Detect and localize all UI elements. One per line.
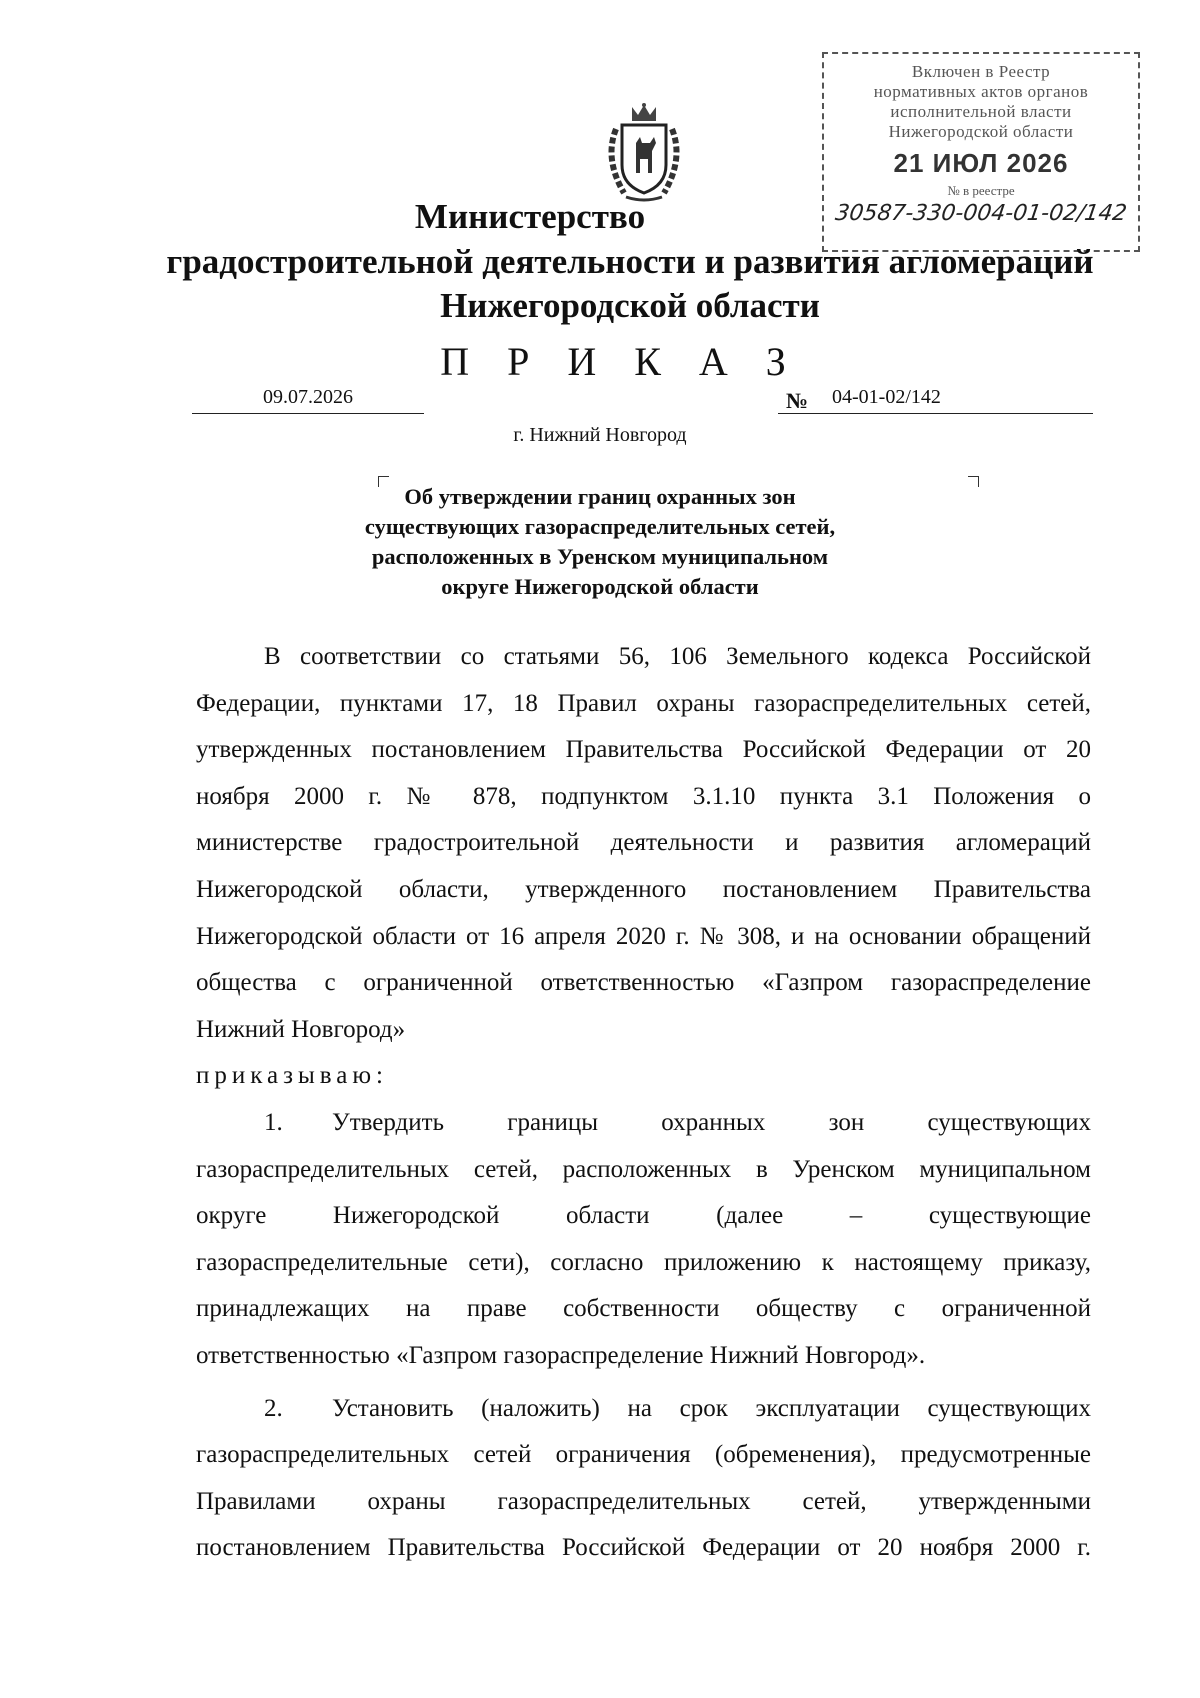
preamble-line: утвержденных постановлением Правительства Российской Федерации от 20 [196, 736, 1091, 764]
item-line: Утвердить границы охранных зон существующих [332, 1108, 1091, 1136]
stamp-line-4: Нижегородской области [888, 122, 1074, 141]
order-title [330, 482, 870, 602]
item-line: постановлением Правительства Российской Федерации от 20 ноября 2000 г. [196, 1534, 1091, 1562]
item-line: Правилами охраны газораспределительных сетей, утвержденными [196, 1487, 1091, 1515]
ministry-name-line-2: градостроительной деятельности и развития агломераций [166, 242, 1094, 281]
preamble-line: Федерации, пунктами 17, 18 Правил охраны газораспределительных сетей, [196, 689, 1091, 717]
order-city: г. Нижний Новгород [513, 424, 687, 446]
item-line: газораспределительных сетей ограничения (обременения), предусмотренные [196, 1441, 1091, 1469]
preamble-line: Нижегородской области от 16 апреля 2020 г. № 308, и на основании обращений [196, 922, 1091, 950]
coat-of-arms-icon [598, 103, 690, 205]
stamp-line-1: Включен в Реестр [911, 62, 1051, 81]
item-line: округе Нижегородской области (далее – существующие [196, 1202, 1091, 1230]
title-corner-right [968, 476, 979, 487]
stamp-line-2: нормативных актов органов [873, 82, 1089, 101]
stamp-line-3: исполнительной власти [890, 102, 1072, 121]
stamp-reg-label: № в реестре [947, 183, 1015, 198]
order-item-2 [196, 1386, 1091, 1572]
ministry-name-line-1: Министерство [414, 197, 646, 236]
preamble-line: министерстве градостроительной деятельности и развития агломераций [196, 829, 1091, 857]
preamble-line: ноября 2000 г. № 878, подпунктом 3.1.10 пункта 3.1 Положения о [196, 782, 1091, 810]
order-number-label: № [786, 388, 809, 413]
item-number: 2. [264, 1394, 283, 1422]
preamble-line: В соответствии со статьями 56, 106 Земельного кодекса Российской [264, 643, 1091, 670]
order-body [196, 634, 1091, 1572]
item-line: газораспределительных сетей, расположенных в Уренском муниципальном [196, 1155, 1091, 1183]
order-word: приказываю: [196, 1062, 388, 1090]
preamble [196, 634, 1091, 1053]
item-line: газораспределительные сети), согласно приложению к настоящему приказу, [196, 1248, 1091, 1276]
item-line: принадлежащих на праве собственности обществу с ограниченной [196, 1295, 1091, 1323]
preamble-line: Нижний Новгород» [196, 1015, 406, 1043]
title-line-2: существующих газораспределительных сетей, [364, 514, 836, 539]
title-line-1: Об утверждении границ охранных зон [404, 484, 796, 509]
item-number: 1. [264, 1108, 283, 1136]
document-type: П Р И К А З [440, 339, 800, 384]
order-item-1 [196, 1100, 1091, 1380]
item-line: Установить (наложить) на срок эксплуатации существующих [332, 1394, 1091, 1422]
title-line-4: округе Нижегородской области [441, 574, 759, 599]
title-line-3: расположенных в Уренском муниципальном [371, 544, 829, 569]
stamp-date: 21 ИЮЛ 2026 [893, 148, 1069, 178]
item-line: ответственностью «Газпром газораспределение Нижний Новгород». [196, 1341, 926, 1369]
preamble-line: Нижегородской области, утвержденного постановлением Правительства [196, 875, 1091, 903]
stamp-reg-number: 30587-330-004-01-02/142 [833, 201, 1129, 226]
ministry-name-line-3: Нижегородской области [440, 286, 820, 325]
preamble-line: общества с ограниченной ответственностью «Газпром газораспределение [196, 969, 1091, 997]
order-date: 09.07.2026 [192, 386, 424, 414]
order-number: 04-01-02/142 [778, 386, 1093, 414]
